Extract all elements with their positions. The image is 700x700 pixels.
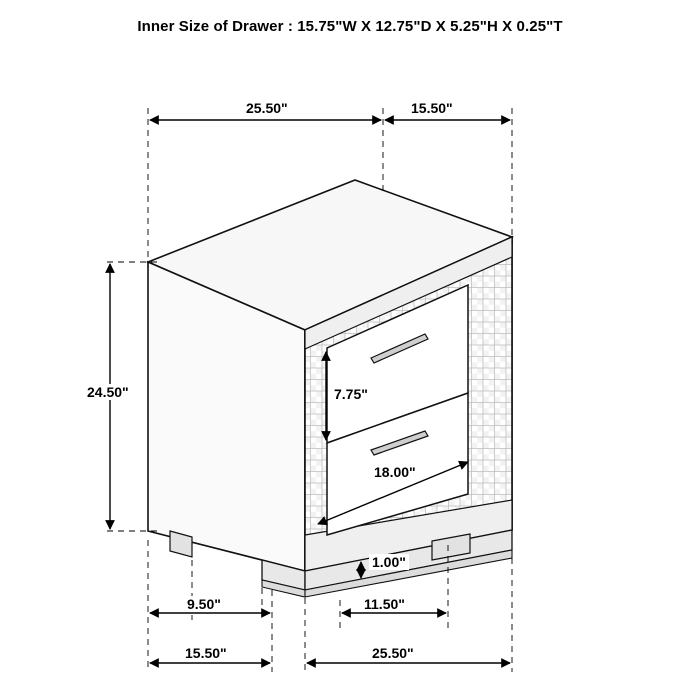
- dim-foot-height: 1.00": [369, 554, 409, 570]
- dim-top-right: 15.50": [408, 100, 456, 116]
- dim-bottom-left-short: 9.50": [184, 596, 224, 612]
- page-title: Inner Size of Drawer : 15.75"W X 12.75"D X 5.25"H X 0.25"T: [137, 18, 563, 35]
- dim-base-left: 15.50": [182, 645, 230, 661]
- dim-top-left: 25.50": [243, 100, 291, 116]
- cabinet-body: [148, 180, 512, 597]
- dim-drawer-height: 7.75": [331, 386, 371, 402]
- dim-base-right: 25.50": [369, 645, 417, 661]
- dim-drawer-width: 18.00": [371, 464, 419, 480]
- dim-left-height: 24.50": [84, 384, 132, 400]
- dim-bottom-mid: 11.50": [361, 596, 408, 612]
